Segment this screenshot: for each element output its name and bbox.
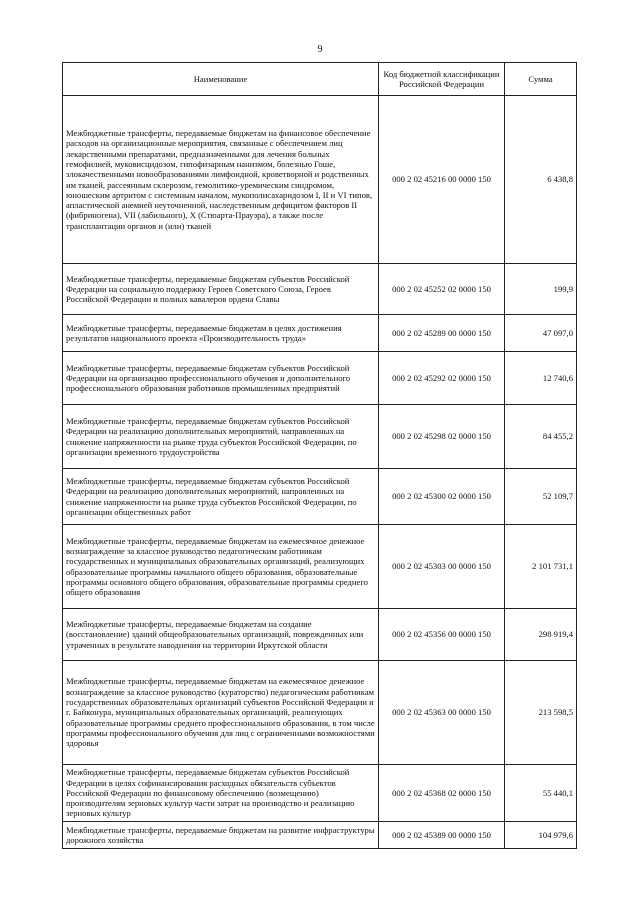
row-name: Межбюджетные трансферты, передаваемые бюджетам субъектов Российской Федерации на социальную поддержку Героев Советского Союза, Героев Российской Федерации и полных кавалеров ордена Славы	[63, 264, 379, 315]
budget-table	[62, 62, 577, 849]
row-sum: 2 101 731,1	[505, 525, 577, 609]
header-code: Код бюджетной классификации Российской Федерации	[379, 63, 505, 96]
row-code: 000 2 02 45252 02 0000 150	[379, 264, 505, 315]
row-code: 000 2 02 45216 00 0000 150	[379, 96, 505, 264]
row-sum: 47 097,0	[505, 315, 577, 352]
table-row	[63, 765, 577, 822]
row-code: 000 2 02 45389 00 0000 150	[379, 822, 505, 849]
row-name: Межбюджетные трансферты, передаваемые бюджетам в целях достижения результатов национального проекта «Производительность труда»	[63, 315, 379, 352]
table-header-row	[63, 63, 577, 96]
row-code: 000 2 02 45368 02 0000 150	[379, 765, 505, 822]
table-row	[63, 609, 577, 661]
table-row	[63, 661, 577, 765]
row-name: Межбюджетные трансферты, передаваемые бюджетам субъектов Российской Федерации на реализацию дополнительных мероприятий, направленных на снижение напряженности на рынке труда субъектов Российской Федерации, по организации общественных работ	[63, 469, 379, 525]
row-sum: 213 598,5	[505, 661, 577, 765]
table-row	[63, 264, 577, 315]
row-sum: 84 455,2	[505, 405, 577, 469]
row-name: Межбюджетные трансферты, передаваемые бюджетам на финансовое обеспечение расходов на организационные мероприятия, связанные с обеспечением лиц лекарственными препаратами, предназначенными для лечения больных гемофилией, муковисцидозом, гипофизарным нанизмом, болезнью Гоше, злокачественными новообразованиями лимфоидной, кроветворной и родственных им тканей, рассеянным склерозом, гемолитико-уремическим синдромом, юношеским артритом с системным началом, мукополисахаридозом I, II и VI типов, апластической анемией неуточненной, наследственным дефицитом факторов II (фибриногена), VII (лабильного), X (Стюарта-Прауэра), а также после трансплантации органов и (или) тканей	[63, 96, 379, 264]
row-code: 000 2 02 45300 02 0000 150	[379, 469, 505, 525]
row-name: Межбюджетные трансферты, передаваемые бюджетам на ежемесячное денежное вознаграждение за классное руководство (кураторство) педагогическим работникам государственных образовательных организаций субъектов Российской Федерации и г. Байконура, муниципальных образовательных организаций, реализующих образовательные программы среднего профессионального образования, в том числе программы профессионального обучения для лиц с ограниченными возможностями здоровья	[63, 661, 379, 765]
row-sum: 104 979,6	[505, 822, 577, 849]
row-sum: 12 740,6	[505, 352, 577, 405]
row-name: Межбюджетные трансферты, передаваемые бюджетам на создание (восстановление) зданий общеобразовательных организаций, поврежденных или утраченных в результате наводнения на территории Иркутской области	[63, 609, 379, 661]
row-sum: 55 440,1	[505, 765, 577, 822]
row-name: Межбюджетные трансферты, передаваемые бюджетам на ежемесячное денежное вознаграждение за классное руководство педагогическим работникам государственных и муниципальных образовательных организаций, реализующих образовательные программы начального общего образования, образовательные программы основного общего образования, образовательные программы среднего общего образования	[63, 525, 379, 609]
row-code: 000 2 02 45289 00 0000 150	[379, 315, 505, 352]
row-name: Межбюджетные трансферты, передаваемые бюджетам субъектов Российской Федерации в целях софинансирования расходных обязательств субъектов Российской Федерации по финансовому обеспечению (возмещению) производителям зерновых культур части затрат на производство и реализацию зерновых культур	[63, 765, 379, 822]
row-name: Межбюджетные трансферты, передаваемые бюджетам субъектов Российской Федерации на реализацию дополнительных мероприятий, направленных на снижение напряженности на рынке труда субъектов Российской Федерации, по организации временного трудоустройства	[63, 405, 379, 469]
table-row	[63, 469, 577, 525]
row-sum: 6 438,8	[505, 96, 577, 264]
page-number: 9	[317, 44, 323, 55]
row-name: Межбюджетные трансферты, передаваемые бюджетам на развитие инфраструктуры дорожного хозяйства	[63, 822, 379, 849]
row-code: 000 2 02 45298 02 0000 150	[379, 405, 505, 469]
header-name: Наименование	[63, 63, 379, 96]
row-code: 000 2 02 45363 00 0000 150	[379, 661, 505, 765]
table-body	[63, 96, 577, 849]
row-sum: 298 919,4	[505, 609, 577, 661]
table-row	[63, 315, 577, 352]
table-row	[63, 405, 577, 469]
row-name: Межбюджетные трансферты, передаваемые бюджетам субъектов Российской Федерации на организацию профессионального обучения и дополнительного профессионального образования работников промышленных предприятий	[63, 352, 379, 405]
row-code: 000 2 02 45303 00 0000 150	[379, 525, 505, 609]
row-sum: 52 109,7	[505, 469, 577, 525]
row-sum: 199,9	[505, 264, 577, 315]
table-row	[63, 525, 577, 609]
header-sum: Сумма	[505, 63, 577, 96]
table-row	[63, 96, 577, 264]
row-code: 000 2 02 45292 02 0000 150	[379, 352, 505, 405]
table-row	[63, 822, 577, 849]
row-code: 000 2 02 45356 00 0000 150	[379, 609, 505, 661]
table-row	[63, 352, 577, 405]
